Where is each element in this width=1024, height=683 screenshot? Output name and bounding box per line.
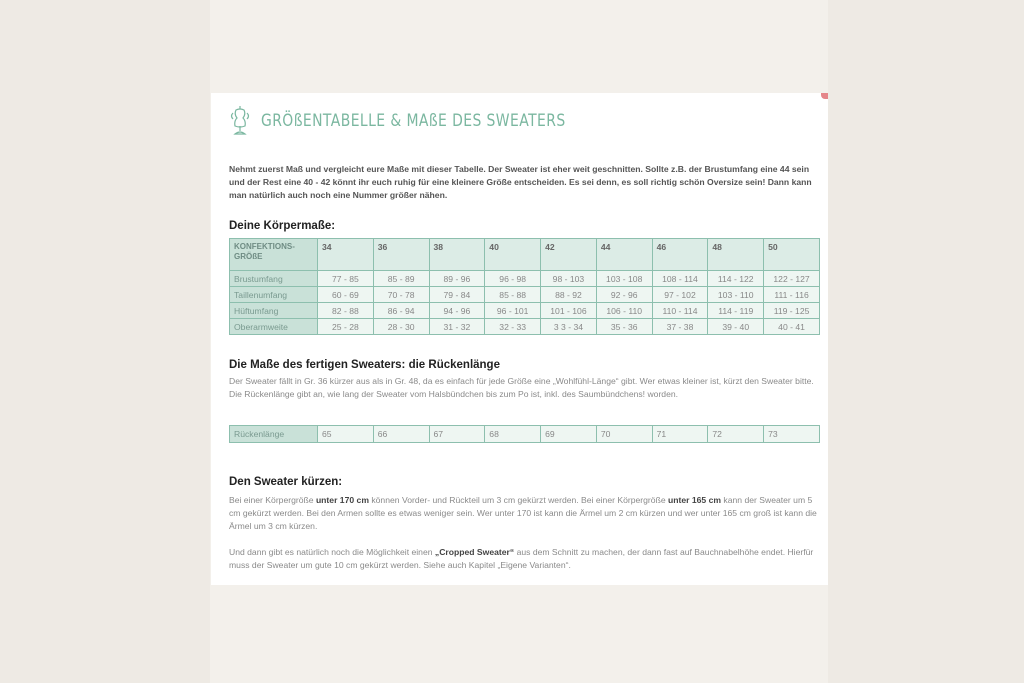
row-label: Rückenlänge <box>230 426 318 443</box>
table-cell: 111 - 116 <box>764 287 820 303</box>
back-length-table <box>229 425 820 443</box>
page-title: GRÖßENTABELLE & MAßE DES SWEATERS <box>261 111 566 131</box>
table-cell: 65 <box>318 426 374 443</box>
table-cell: 37 - 38 <box>652 319 708 335</box>
table-cell: 94 - 96 <box>429 303 485 319</box>
table-row <box>230 319 820 335</box>
table-row <box>230 426 820 443</box>
size-header-cell: 46 <box>652 239 708 271</box>
corner-marker <box>821 93 828 99</box>
table-cell: 103 - 108 <box>596 271 652 287</box>
table-cell: 3 3 - 34 <box>541 319 597 335</box>
table-cell: 98 - 103 <box>541 271 597 287</box>
table-cell: 66 <box>373 426 429 443</box>
table-cell: 70 <box>596 426 652 443</box>
table-cell: 25 - 28 <box>318 319 374 335</box>
table-cell: 35 - 36 <box>596 319 652 335</box>
size-header-cell: 40 <box>485 239 541 271</box>
table-cell: 110 - 114 <box>652 303 708 319</box>
table-cell: 92 - 96 <box>596 287 652 303</box>
table-cell: 39 - 40 <box>708 319 764 335</box>
table-cell: 69 <box>541 426 597 443</box>
row-label: Hüftumfang <box>230 303 318 319</box>
table-cell: 89 - 96 <box>429 271 485 287</box>
table-cell: 40 - 41 <box>764 319 820 335</box>
table-cell: 88 - 92 <box>541 287 597 303</box>
size-header-row <box>230 239 820 271</box>
table-cell: 28 - 30 <box>373 319 429 335</box>
table-cell: 68 <box>485 426 541 443</box>
row-label: Oberarmweite <box>230 319 318 335</box>
table-cell: 31 - 32 <box>429 319 485 335</box>
table-cell: 114 - 119 <box>708 303 764 319</box>
size-header-cell: 36 <box>373 239 429 271</box>
table-cell: 71 <box>652 426 708 443</box>
row-label: Taillenumfang <box>230 287 318 303</box>
table-cell: 73 <box>764 426 820 443</box>
shorten-paragraph-2: Und dann gibt es natürlich noch die Möglichkeit einen „Cropped Sweater“ aus dem Schnitt zu machen, der dann fast auf Bauchnabelhöhe endet. Hierfür muss der Sweater um gute 10 cm gekürzt werden. Siehe auch Kapitel „Eigene Varianten“. <box>229 547 814 570</box>
dress-form-icon <box>229 105 251 137</box>
shorten-heading: Den Sweater kürzen: <box>229 476 343 488</box>
table-cell: 97 - 102 <box>652 287 708 303</box>
table-cell: 114 - 122 <box>708 271 764 287</box>
table-cell: 79 - 84 <box>429 287 485 303</box>
table-cell: 85 - 89 <box>373 271 429 287</box>
table-cell: 122 - 127 <box>764 271 820 287</box>
back-length-heading: Die Maße des fertigen Sweaters: die Rückenlänge <box>229 359 500 371</box>
title-row <box>229 105 632 137</box>
table-cell: 96 - 101 <box>485 303 541 319</box>
table-cell: 119 - 125 <box>764 303 820 319</box>
size-header-cell: 38 <box>429 239 485 271</box>
size-header-cell: 48 <box>708 239 764 271</box>
table-cell: 67 <box>429 426 485 443</box>
table-cell: 86 - 94 <box>373 303 429 319</box>
size-header-cell: 44 <box>596 239 652 271</box>
table-cell: 72 <box>708 426 764 443</box>
table-row <box>230 303 820 319</box>
table-cell: 101 - 106 <box>541 303 597 319</box>
size-header-label: KONFEKTIONS- GRÖßE <box>230 239 318 271</box>
table-cell: 82 - 88 <box>318 303 374 319</box>
table-cell: 70 - 78 <box>373 287 429 303</box>
table-cell: 85 - 88 <box>485 287 541 303</box>
table-cell: 103 - 110 <box>708 287 764 303</box>
size-table <box>229 238 820 335</box>
intro-text: Nehmt zuerst Maß und vergleicht eure Maße mit dieser Tabelle. Der Sweater ist eher weit geschnitten. Sollte z.B. der Brustumfang eine 44 sein und der Rest eine 40 - 42 könnt ihr euch ruhig für eine kleinere Größe entscheiden. Es sei denn, es soll richtig schön Oversize sein! Dann kann man natürlich auch noch eine Nummer größer nähen. <box>229 164 812 200</box>
table-cell: 60 - 69 <box>318 287 374 303</box>
size-header-cell: 42 <box>541 239 597 271</box>
table-row <box>230 271 820 287</box>
size-header-cell: 34 <box>318 239 374 271</box>
size-header-cell: 50 <box>764 239 820 271</box>
row-label: Brustumfang <box>230 271 318 287</box>
table-cell: 106 - 110 <box>596 303 652 319</box>
table-cell: 96 - 98 <box>485 271 541 287</box>
table-cell: 77 - 85 <box>318 271 374 287</box>
table-cell: 108 - 114 <box>652 271 708 287</box>
back-length-text: Der Sweater fällt in Gr. 36 kürzer aus als in Gr. 48, da es einfach für jede Größe eine „Wohlfühl-Länge“ gibt. Wer etwas kleiner ist, kürzt den Sweater bitte. Die Rückenlänge gibt an, wie lang der Sweater vom Halsbündchen bis zum Po ist, inkl. des Saumbündchens! worden. <box>229 376 814 399</box>
body-measurements-heading: Deine Körpermaße: <box>229 220 336 232</box>
table-cell: 32 - 33 <box>485 319 541 335</box>
document-page <box>211 93 828 585</box>
table-row <box>230 287 820 303</box>
shorten-paragraph-1: Bei einer Körpergröße unter 170 cm können Vorder- und Rückteil um 3 cm gekürzt werden. Bei einer Körpergröße unter 165 cm kann der Sweater um 5 cm gekürzt werden. Bei den Armen sollte es etwas weniger sein. Wer unter 170 ist kann die Ärmel um 2 cm kürzen und wer unter 165 cm groß ist kann die Ärmel um 3 cm kürzen. <box>229 495 817 531</box>
